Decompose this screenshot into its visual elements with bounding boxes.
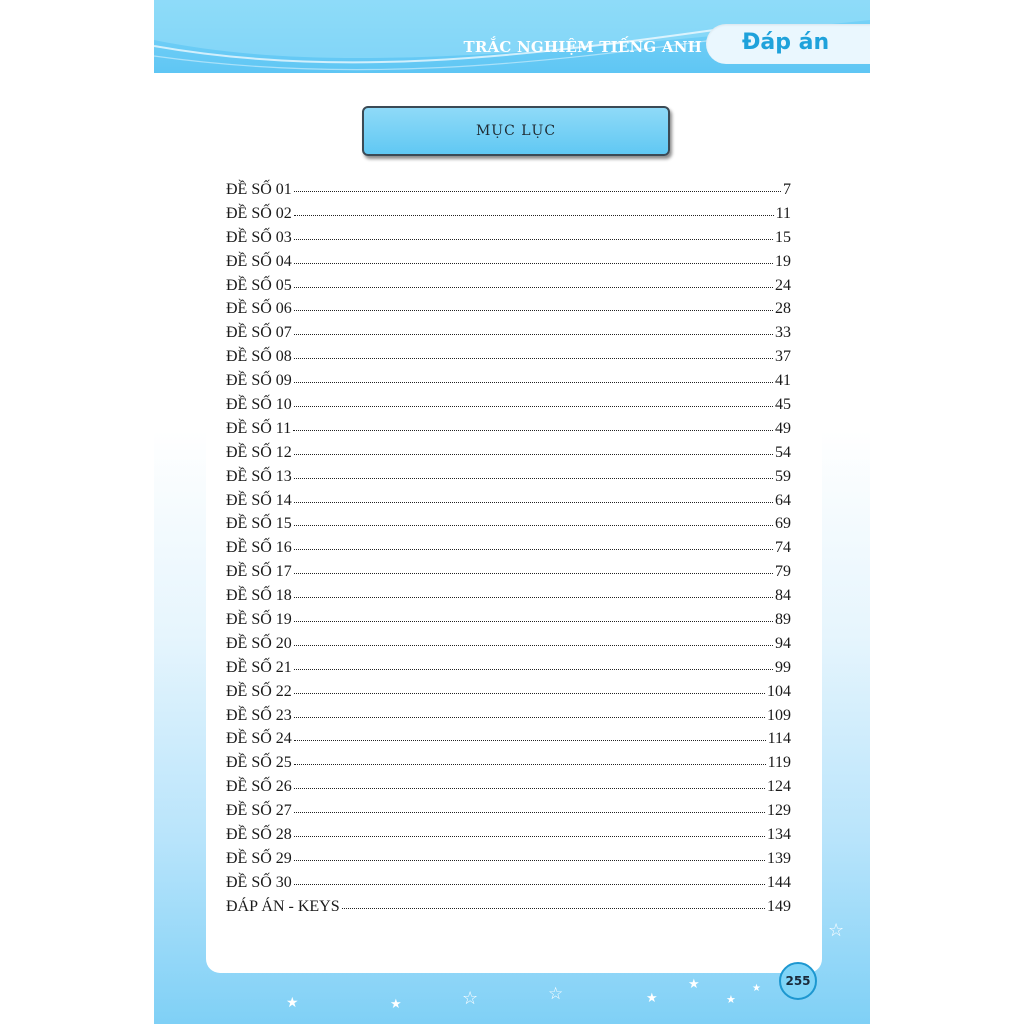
toc-entry-page: 11: [775, 204, 791, 222]
section-label: Đáp án: [742, 30, 830, 55]
toc-entry[interactable]: [226, 348, 791, 372]
toc-entry-label: ĐỀ SỐ 05: [226, 276, 292, 294]
section-tab: [706, 24, 870, 64]
star-outline-icon: ☆: [828, 920, 845, 941]
dot-leader: [294, 884, 765, 885]
star-icon: ★: [752, 983, 761, 994]
toc-entry-label: ĐỀ SỐ 01: [226, 181, 292, 198]
toc-entry-page: 64: [775, 491, 791, 509]
star-icon: ★: [726, 993, 736, 1006]
toc-entry-label: ĐỀ SỐ 25: [226, 754, 292, 772]
toc-entry[interactable]: [226, 396, 791, 420]
toc-entry-label: ĐỀ SỐ 28: [226, 826, 292, 844]
dot-leader: [294, 573, 773, 574]
toc-entry-label: ĐỀ SỐ 19: [226, 611, 292, 629]
toc-entry-page: 119: [767, 754, 791, 772]
dot-leader: [294, 502, 773, 503]
dot-leader: [294, 549, 773, 550]
toc-entry-page: 99: [775, 658, 791, 676]
toc-entry[interactable]: [226, 707, 791, 731]
toc-entry[interactable]: [226, 802, 791, 826]
toc-entry-label: ĐỀ SỐ 24: [226, 730, 292, 748]
toc-entry[interactable]: [226, 754, 791, 778]
book-page: [154, 0, 870, 1024]
toc-entry[interactable]: [226, 420, 791, 444]
dot-leader: [294, 310, 773, 311]
toc-entry-label: ĐÁP ÁN - KEYS: [226, 897, 340, 915]
page-number: 255: [779, 962, 817, 1000]
toc-entry[interactable]: [226, 611, 791, 635]
star-icon: ★: [286, 995, 299, 1011]
toc-entry-page: 74: [775, 539, 791, 557]
toc-entry[interactable]: [226, 850, 791, 874]
toc-entry-label: ĐỀ SỐ 13: [226, 467, 292, 485]
toc-entry-label: ĐỀ SỐ 22: [226, 682, 292, 700]
dot-leader: [294, 454, 773, 455]
dot-leader: [294, 478, 773, 479]
toc-entry-label: ĐỀ SỐ 06: [226, 300, 292, 318]
toc-entry-page: 94: [775, 634, 791, 652]
dot-leader: [294, 860, 765, 861]
toc-entry-page: 54: [775, 443, 791, 461]
dot-leader: [294, 287, 773, 288]
toc-entry[interactable]: [226, 444, 791, 468]
dot-leader: [294, 263, 773, 264]
dot-leader: [294, 597, 773, 598]
star-icon: ★: [646, 991, 658, 1006]
dot-leader: [294, 406, 773, 407]
dot-leader: [342, 908, 765, 909]
dot-leader: [294, 525, 773, 526]
toc-entry[interactable]: [226, 826, 791, 850]
dot-leader: [294, 621, 773, 622]
toc-title: MỤC LỤC: [475, 123, 557, 139]
toc-entry[interactable]: [226, 898, 791, 922]
toc-entry[interactable]: [226, 730, 791, 754]
toc-entry-label: ĐỀ SỐ 03: [226, 228, 292, 246]
dot-leader: [294, 645, 773, 646]
toc-entry[interactable]: [226, 277, 791, 301]
toc-entry[interactable]: [226, 372, 791, 396]
dot-leader: [293, 430, 773, 431]
toc-entry[interactable]: [226, 229, 791, 253]
toc-entry-page: 33: [775, 324, 791, 342]
toc-entry[interactable]: [226, 324, 791, 348]
toc-entry-label: ĐỀ SỐ 16: [226, 539, 292, 557]
dot-leader: [294, 191, 781, 192]
toc-entry[interactable]: [226, 587, 791, 611]
toc-entry-page: 114: [767, 730, 791, 748]
toc-entry-label: ĐỀ SỐ 07: [226, 324, 292, 342]
toc-entry-label: ĐỀ SỐ 29: [226, 849, 292, 867]
toc-entry-label: ĐỀ SỐ 23: [226, 706, 292, 724]
toc-entry-page: 28: [775, 300, 791, 318]
dot-leader: [294, 215, 774, 216]
toc-entry-label: ĐỀ SỐ 15: [226, 515, 292, 533]
header-banner: [154, 0, 870, 73]
toc-entry-page: 134: [767, 826, 791, 844]
toc-entry-page: 7: [783, 181, 791, 198]
toc-entry-label: ĐỀ SỐ 14: [226, 491, 292, 509]
dot-leader: [294, 239, 773, 240]
toc-entry[interactable]: [226, 683, 791, 707]
toc-entry-label: ĐỀ SỐ 08: [226, 348, 292, 366]
toc-entry-label: ĐỀ SỐ 27: [226, 802, 292, 820]
toc-entry-page: 89: [775, 611, 791, 629]
toc-entry-label: ĐỀ SỐ 12: [226, 443, 292, 461]
toc-entry-page: 144: [767, 873, 791, 891]
toc-list: [226, 181, 791, 922]
toc-entry-page: 124: [767, 778, 791, 796]
toc-entry-label: ĐỀ SỐ 21: [226, 658, 292, 676]
toc-entry[interactable]: [226, 181, 791, 205]
toc-entry-label: ĐỀ SỐ 30: [226, 873, 292, 891]
dot-leader: [294, 788, 765, 789]
toc-entry-page: 45: [775, 396, 791, 414]
dot-leader: [294, 382, 773, 383]
toc-entry-page: 149: [767, 897, 791, 915]
toc-entry-label: ĐỀ SỐ 18: [226, 587, 292, 605]
toc-entry-page: 84: [775, 587, 791, 605]
star-icon: ★: [390, 997, 402, 1012]
dot-leader: [294, 693, 765, 694]
toc-entry-page: 129: [767, 802, 791, 820]
toc-entry-page: 79: [775, 563, 791, 581]
toc-entry-label: ĐỀ SỐ 11: [226, 419, 292, 437]
dot-leader: [294, 740, 766, 741]
toc-entry[interactable]: [226, 300, 791, 324]
dot-leader: [294, 836, 765, 837]
dot-leader: [294, 812, 765, 813]
toc-entry-page: 49: [775, 419, 791, 437]
toc-entry-label: ĐỀ SỐ 10: [226, 396, 292, 414]
toc-entry-label: ĐỀ SỐ 17: [226, 563, 292, 581]
toc-heading-box: [362, 106, 670, 156]
toc-entry-page: 24: [775, 276, 791, 294]
series-title: TRẮC NGHIỆM TIẾNG ANH: [463, 38, 702, 56]
toc-entry[interactable]: [226, 515, 791, 539]
star-icon: ★: [688, 977, 700, 992]
toc-entry-label: ĐỀ SỐ 09: [226, 372, 292, 390]
toc-entry[interactable]: [226, 778, 791, 802]
dot-leader: [294, 669, 773, 670]
toc-entry-label: ĐỀ SỐ 04: [226, 252, 292, 270]
toc-entry-page: 15: [775, 228, 791, 246]
toc-entry[interactable]: [226, 635, 791, 659]
dot-leader: [294, 764, 766, 765]
toc-entry-page: 69: [775, 515, 791, 533]
toc-entry-label: ĐỀ SỐ 26: [226, 778, 292, 796]
dot-leader: [294, 334, 773, 335]
star-outline-icon: ☆: [548, 984, 564, 1004]
toc-entry[interactable]: [226, 492, 791, 516]
toc-entry[interactable]: [226, 253, 791, 277]
toc-entry-page: 37: [775, 348, 791, 366]
toc-entry-label: ĐỀ SỐ 02: [226, 204, 292, 222]
star-outline-icon: ☆: [462, 988, 479, 1009]
toc-entry-page: 109: [767, 706, 791, 724]
toc-entry-page: 19: [775, 252, 791, 270]
toc-entry-page: 104: [767, 682, 791, 700]
toc-entry-page: 41: [775, 372, 791, 390]
toc-entry[interactable]: [226, 205, 791, 229]
toc-entry[interactable]: [226, 659, 791, 683]
dot-leader: [294, 717, 765, 718]
toc-entry-page: 59: [775, 467, 791, 485]
toc-entry[interactable]: [226, 563, 791, 587]
toc-entry-page: 139: [767, 849, 791, 867]
dot-leader: [294, 358, 773, 359]
toc-entry-label: ĐỀ SỐ 20: [226, 634, 292, 652]
toc-entry[interactable]: [226, 874, 791, 898]
toc-entry[interactable]: [226, 539, 791, 563]
toc-entry[interactable]: [226, 468, 791, 492]
